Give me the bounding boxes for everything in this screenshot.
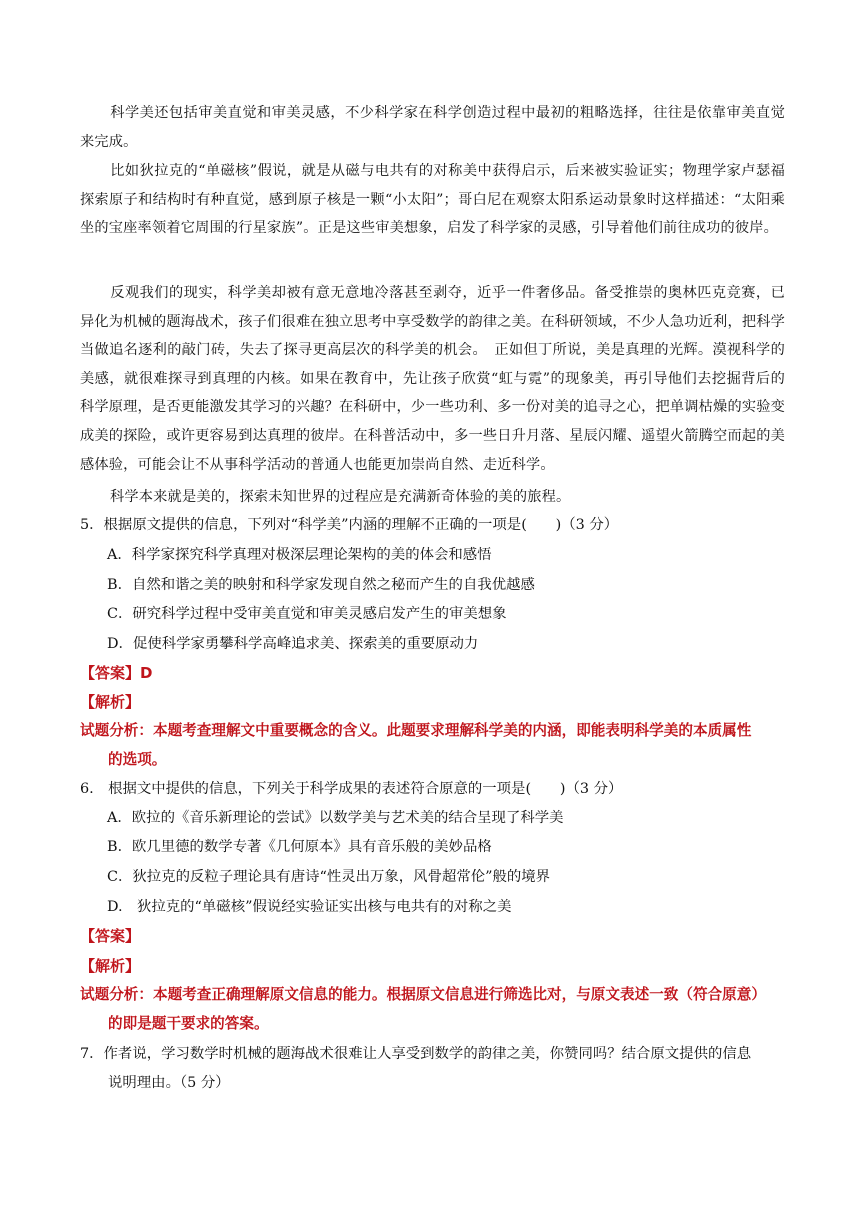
question-7-line-1: 7．作者说，学习数学时机械的题海战术很难让人享受到数学的韵律之美，你赞同吗？结合原文提供的信息 bbox=[80, 1046, 752, 1062]
question-5-option-b: B．自然和谐之美的映射和科学家发现自然之秘而产生的自我优越感 bbox=[107, 577, 535, 593]
question-6-analysis bbox=[80, 980, 792, 1038]
paragraph-4-text: 科学本来就是美的，探索未知世界的过程应是充满新奇体验的美的旅程。 bbox=[110, 489, 571, 505]
question-5-option-c: C．研究科学过程中受审美直觉和审美灵感启发产生的审美想象 bbox=[107, 606, 507, 622]
question-7-line-2: 说明理由。（5 分） bbox=[108, 1074, 230, 1091]
paragraph-1-text: 科学美还包括审美直觉和审美灵感，不少科学家在科学创造过程中最初的粗略选择，往往是依靠审美直觉来完成。 bbox=[80, 105, 785, 150]
question-6-option-d: D. 狄拉克的“单磁核”假说经实验证实出核与电共有的对称之美 bbox=[107, 899, 512, 915]
question-6-analysis-line-2: 的即是题干要求的答案。 bbox=[108, 1015, 269, 1032]
question-5-option-d: D．促使科学家勇攀科学高峰追求美、探索美的重要原动力 bbox=[107, 636, 479, 652]
question-6-stem: 6. 根据文中提供的信息，下列关于科学成果的表述符合原意的一项是( )（3 分） bbox=[80, 781, 623, 797]
paragraph-3 bbox=[80, 279, 785, 479]
question-5-analysis-line-2: 的选项。 bbox=[108, 751, 167, 768]
question-6-answer: 【答案】 bbox=[80, 927, 141, 945]
question-7-stem bbox=[80, 1040, 790, 1097]
question-6-option-b: B．欧几里德的数学专著《几何原本》具有音乐般的美妙品格 bbox=[107, 839, 492, 855]
paragraph-1 bbox=[80, 99, 785, 156]
question-6-option-c: C．狄拉克的反粒子理论具有唐诗“性灵出万象，风骨超常伦”般的境界 bbox=[107, 869, 551, 885]
paragraph-2-text: 比如狄拉克的“单磁核”假说，就是从磁与电共有的对称美中获得启示，后来被实验证实；物理学家卢瑟福探索原子和结构时有种直觉，感到原子核是一颗“小太阳”；哥白尼在观察太阳系运动景象时这样描述：“太阳乘坐的宝座率领着它周围的行星家族”。正是这些审美想象，启发了科学家的灵感，引导着他们前往成功的彼岸。 bbox=[80, 163, 785, 237]
question-5-option-a: A．科学家探究科学真理对极深层理论架构的美的体会和感悟 bbox=[107, 547, 492, 563]
question-6-option-a: A．欧拉的《音乐新理论的尝试》以数学美与艺术美的结合呈现了科学美 bbox=[107, 810, 564, 826]
paragraph-3-text: 反观我们的现实，科学美却被有意无意地冷落甚至剥夺，近乎一件奢侈品。备受推崇的奥林匹克竞赛，已异化为机械的题海战术，孩子们很难在独立思考中享受数学的韵律之美。在科研领域，不少人急功近利，把科学当做追名逐利的敲门砖，失去了探寻更高层次的科学美的机会。 正如但丁所说，美是真理的光辉。漠视科学的美感，就很难探寻到真理的内核。如果在教育中，先让孩子欣赏“虹与霓”的现象美，再引导他们去挖掘背后的科学原理，是否更能激发其学习的兴趣？在科研中，少一些功利、多一份对美的追寻之心，把单调枯燥的实验变成美的探险，或许更容易到达真理的彼岸。在科普活动中，多一些日升月落、星辰闪耀、遥望火箭腾空而起的美感体验，可能会让不从事科学活动的普通人也能更加崇尚自然、走近科学。 bbox=[80, 285, 785, 473]
question-5-analysis-line-1: 试题分析：本题考查理解文中重要概念的含义。此题要求理解科学美的内涵，即能表明科学美的本质属性 bbox=[80, 722, 752, 739]
question-5-stem: 5．根据原文提供的信息，下列对“科学美”内涵的理解不正确的一项是( )（3 分） bbox=[80, 517, 619, 533]
paragraph-2 bbox=[80, 157, 785, 243]
question-5-analysis bbox=[80, 716, 792, 774]
question-6-analysis-tag: 【解析】 bbox=[80, 957, 141, 975]
question-5-answer: 【答案】D bbox=[80, 664, 153, 682]
question-6-analysis-line-1: 试题分析：本题考查正确理解原文信息的能力。根据原文信息进行筛选比对，与原文表述一致（符合原意） bbox=[80, 986, 766, 1003]
paragraph-4 bbox=[80, 483, 785, 512]
question-5-analysis-tag: 【解析】 bbox=[80, 693, 141, 711]
